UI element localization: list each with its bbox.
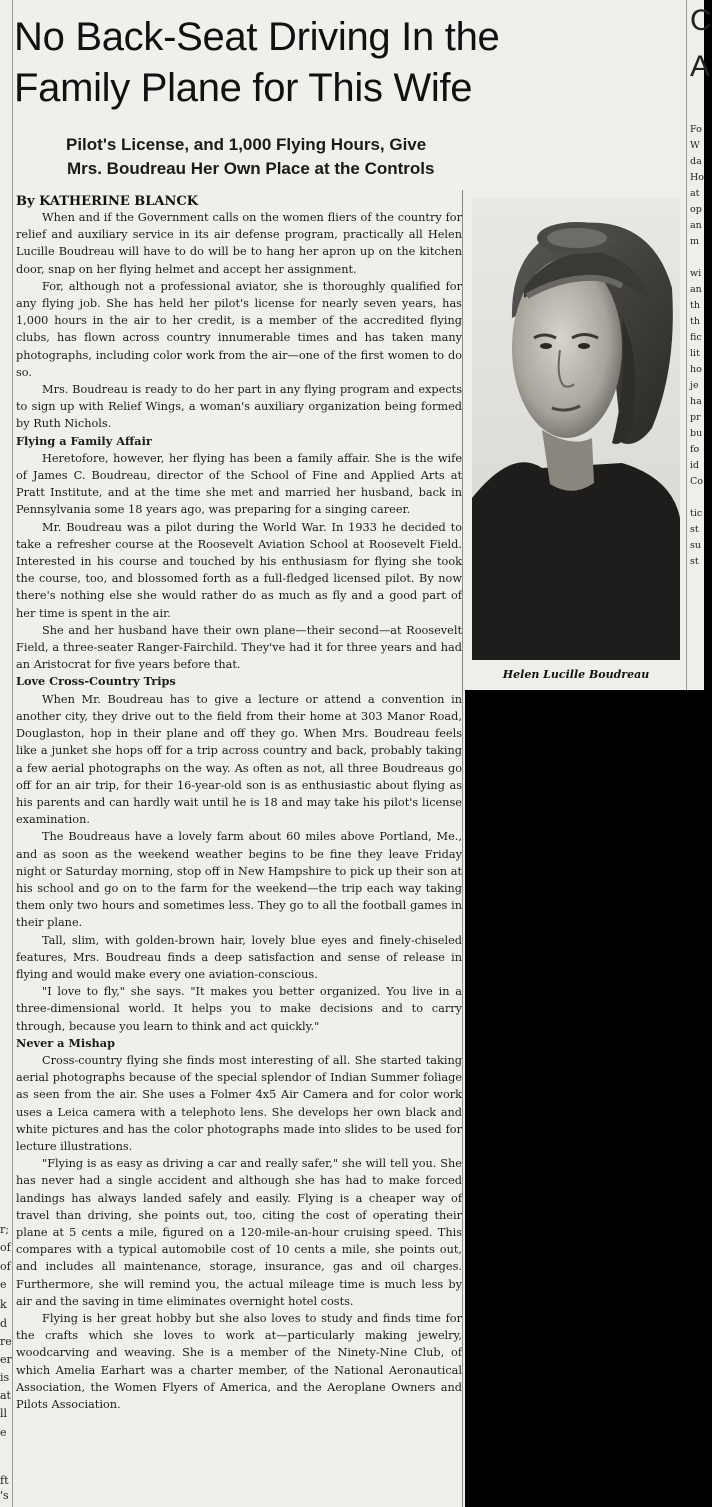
- left-edge-line: re: [0, 1335, 12, 1348]
- left-edge-line: ll: [0, 1407, 8, 1420]
- adjacent-line: fo: [690, 444, 700, 455]
- paragraph: She and her husband have their own plane—their second—at Roosevelt Field, a three-seater Ranger-Fairchild. They've had it for three years and had an Aristocrat for five years before that.: [16, 623, 462, 672]
- left-edge-line: ft: [0, 1474, 9, 1487]
- column-rule: [462, 190, 463, 1507]
- headline-line-1: No Back-Seat Driving In the: [14, 15, 500, 59]
- paragraph: Tall, slim, with golden-brown hair, lovely blue eyes and finely-chiseled features, Mrs. Boudreau finds a deep satisfaction and sense of release in flying and would make every one aviation-conscious.: [16, 933, 462, 981]
- left-edge-line: is: [0, 1371, 10, 1384]
- paragraph: "Flying is as easy as driving a car and really safer," she will tell you. She has never had a single accident and although she has had to make forced landings has always landed safely and easily. Flying is a cheaper way of travel than driving, she points out, too, citing the cost of operating their plane at 5 cents a mile, figured on a 120-mile-an-hour cruising speed. This compares with a typical automobile cost of 10 cents a mile, she points out, and includes all maintenance, storage, insurance, gas and oil charges. Furthermore, she will remind you, the actual mileage time is much less by air and the saving in time eliminates overnight hotel costs.: [16, 1157, 462, 1308]
- portrait-photo: [472, 198, 680, 660]
- adjacent-line: th: [690, 316, 700, 327]
- adjacent-line: W: [690, 140, 700, 151]
- left-edge-line: r;: [0, 1223, 9, 1236]
- adjacent-line: op: [690, 204, 702, 215]
- adjacent-line: Co: [690, 476, 703, 487]
- adjacent-line: at: [690, 188, 700, 199]
- left-edge-line: 's: [0, 1489, 9, 1502]
- left-column-fragment: [0, 0, 13, 1507]
- article-body: [16, 209, 462, 1413]
- portrait-illustration: [472, 198, 680, 660]
- section-heading: Love Cross-Country Trips: [16, 674, 176, 689]
- paragraph: Flying is her great hobby but she also loves to study and finds time for the crafts which she loves to work at—particularly making jewelry, woodcarving and weaving. She is a member of the Ninety-Nine Club, of which Amelia Earhart was a charter member, of the National Aeronautical Association, the Women Flyers of America, and the Aeroplane Owners and Pilots Association.: [16, 1312, 462, 1412]
- adjacent-line: tic: [690, 508, 703, 519]
- left-edge-line: of: [0, 1241, 11, 1254]
- adjacent-line: Ho: [690, 172, 705, 183]
- adjacent-line: st: [690, 556, 699, 567]
- adjacent-headline-fragment: C: [690, 4, 712, 37]
- left-edge-line: k: [0, 1298, 7, 1311]
- subheadline-line-1: Pilot's License, and 1,000 Flying Hours, Give: [66, 135, 427, 154]
- paragraph: Cross-country flying she finds most interesting of all. She started taking aerial photographs because of the special splendor of Indian Summer foliage as seen from the air. She uses a Folmer 4x5 Air Camera and for color work uses a Leica camera with a telephoto lens. She develops her own black and white pictures and has the color photographs made into slides to be used for lecture illustrations.: [16, 1053, 462, 1153]
- paragraph: Heretofore, however, her flying has been a family affair. She is the wife of James C. Boudreau, director of the School of Fine and Applied Arts at Pratt Institute, and at the time she met and married her husband, back in Pennsylvania some 18 years ago, was preparing for a singing career.: [16, 451, 462, 517]
- left-edge-line: d: [0, 1317, 8, 1330]
- adjacent-line: wi: [690, 268, 702, 279]
- left-edge-line: er: [0, 1353, 12, 1366]
- headline: [14, 12, 574, 114]
- photo-caption: Helen Lucille Boudreau: [502, 668, 650, 681]
- adjacent-line: st: [690, 524, 699, 535]
- adjacent-line: pr: [690, 412, 701, 423]
- adjacent-column-fragment: [686, 0, 712, 690]
- adjacent-line: da: [690, 156, 702, 167]
- left-edge-line: at: [0, 1389, 11, 1402]
- adjacent-line: ha: [690, 396, 702, 407]
- adjacent-line: su: [690, 540, 701, 551]
- adjacent-line: id: [690, 460, 700, 471]
- paragraph: For, although not a professional aviator, she is thoroughly qualified for any flying job. She has held her pilot's license for nearly seven years, has 1,000 hours in the air to her credit, is a member of the accredited flying clubs, has flown across country innumerable times and has taken many photographs, including color work from the air—one of the first women to do so.: [16, 279, 462, 379]
- adjacent-line: Fo: [690, 124, 702, 135]
- adjacent-line: ho: [690, 364, 702, 375]
- adjacent-line: je: [690, 380, 699, 391]
- paragraph: Mr. Boudreau was a pilot during the World War. In 1933 he decided to take a refresher course at the Roosevelt Aviation School at Roosevelt Field. Interested in his course and touched by his enthusiasm for flying she took the course, too, and blossomed forth as a full-fledged licensed pilot. By now there's nothing else she would rather do as much as fly and a good part of her time is spent in the air.: [16, 520, 462, 620]
- adjacent-line: th: [690, 300, 700, 311]
- paragraph: When and if the Government calls on the women fliers of the country for relief and auxiliary service in its air defense program, practically all Helen Lucille Boudreau will have to do will be to hang her apron up on the kitchen door, snap on her flying helmet and accept her assignment.: [16, 211, 462, 276]
- adjacent-line: an: [690, 284, 702, 295]
- adjacent-line: fic: [690, 332, 702, 343]
- headline-line-2: Family Plane for This Wife: [14, 66, 473, 110]
- left-edge-line: e: [0, 1426, 7, 1439]
- paragraph: The Boudreaus have a lovely farm about 60 miles above Portland, Me., and as soon as the weekend weather begins to be fine they leave Friday night or Saturday morning, stop off in New Hampshire to pick up their son at his school and go on to the farm for the weekend—the trip each way taking them only two hours and sometimes less. They go to all the football games in their plane.: [16, 830, 462, 930]
- adjacent-line: m: [690, 236, 700, 247]
- left-edge-line: of: [0, 1260, 11, 1273]
- paragraph: "I love to fly," she says. "It makes you better organized. You live in a three-dimensional world. It helps you to make decisions and to carry through, because you learn to think and act quickly.": [16, 985, 462, 1033]
- adjacent-line: lit: [690, 348, 700, 359]
- byline: By KATHERINE BLANCK: [16, 194, 199, 209]
- section-heading: Flying a Family Affair: [16, 433, 152, 448]
- left-edge-line: e: [0, 1278, 7, 1291]
- adjacent-headline-fragment: A: [690, 50, 711, 83]
- paragraph: When Mr. Boudreau has to give a lecture or attend a convention in another city, they drive out to the field from their home at 303 Manor Road, Douglaston, hop in their plane and off they go. When Mrs. Boudreau feels like a junket she hops off for a trip across country and back, probably taking a few aerial photographs on the way. As often as not, all three Boudreaus go off for an air trip, for their 16-year-old son is as enthusiastic about flying as his parents and can hardly wait until he is 18 and may take his pilot's license examination.: [16, 692, 462, 827]
- paragraph: Mrs. Boudreau is ready to do her part in any flying program and expects to sign up with Relief Wings, a woman's auxiliary organization being formed by Ruth Nichols.: [16, 383, 462, 431]
- section-heading: Never a Mishap: [16, 1035, 115, 1050]
- adjacent-line: an: [690, 220, 702, 231]
- subheadline: [66, 133, 486, 181]
- adjacent-line: bu: [690, 428, 703, 439]
- subheadline-line-2: Mrs. Boudreau Her Own Place at the Controls: [67, 159, 435, 178]
